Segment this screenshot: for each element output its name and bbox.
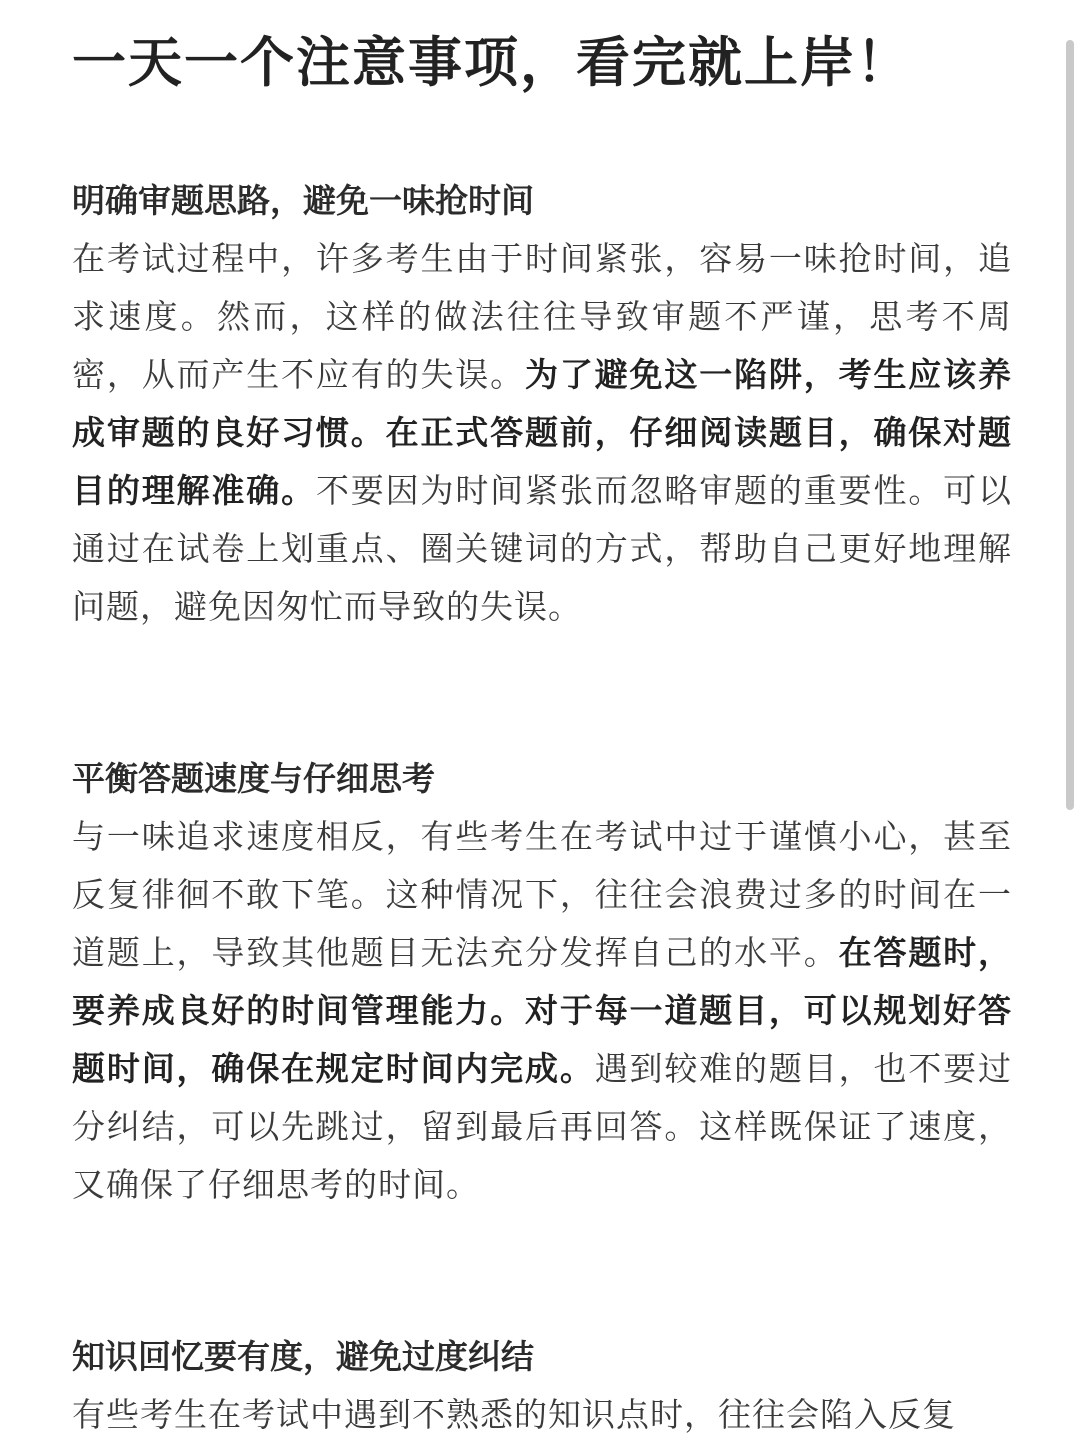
body-emphasis: 在答题时，要养成良好的时间管理能力。对于每一道题目，可以规划好答题时间，确保在规定时间内完成。 (72, 933, 1013, 1088)
body-text: 在考试过程中，许多考生由于时间紧张，容易一味抢时间，追求速度。然而，这样的做法往往导致审题不严谨，思考不周密，从而产生不应有的失误。 (72, 239, 1012, 394)
body-text: 与一味追求速度相反，有些考生在考试中过于谨慎小心，甚至反复徘徊不敢下笔。这种情况下，往往会浪费过多的时间在一道题上，导致其他题目无法充分发挥自己的水平。 (72, 817, 1012, 972)
section-heading: 平衡答题速度与仔细思考 (72, 759, 435, 798)
section-review-question (72, 172, 1012, 636)
body-text: 不要因为时间紧张而忽略审题的重要性。可以通过在试卷上划重点、圈关键词的方式，帮助自己更好地理解问题，避免因匆忙而导致的失误。 (72, 471, 1013, 626)
body-text: 有些考生在考试中遇到不熟悉的知识点时，往往会陷入反复 (72, 1395, 956, 1434)
section-heading: 知识回忆要有度，避免过度纠结 (72, 1337, 534, 1376)
body-emphasis: 为了避免这一陷阱，考生应该养成审题的良好习惯。在正式答题前，仔细阅读题目，确保对题目的理解准确。 (72, 355, 1013, 510)
section-body (72, 230, 1012, 636)
article (72, 28, 1013, 1434)
section-knowledge-recall (72, 1328, 1012, 1444)
section-body (72, 808, 1012, 1214)
page-title: 一天一个注意事项，看完就上岸！ (72, 31, 912, 94)
body-text: 遇到较难的题目，也不要过分纠结，可以先跳过，留到最后再回答。这样既保证了速度，又确保了仔细思考的时间。 (72, 1049, 1013, 1204)
section-body (72, 1386, 1012, 1444)
section-balance-speed (72, 750, 1012, 1214)
scrollbar[interactable] (1066, 40, 1074, 810)
section-heading: 明确审题思路，避免一味抢时间 (72, 181, 534, 220)
